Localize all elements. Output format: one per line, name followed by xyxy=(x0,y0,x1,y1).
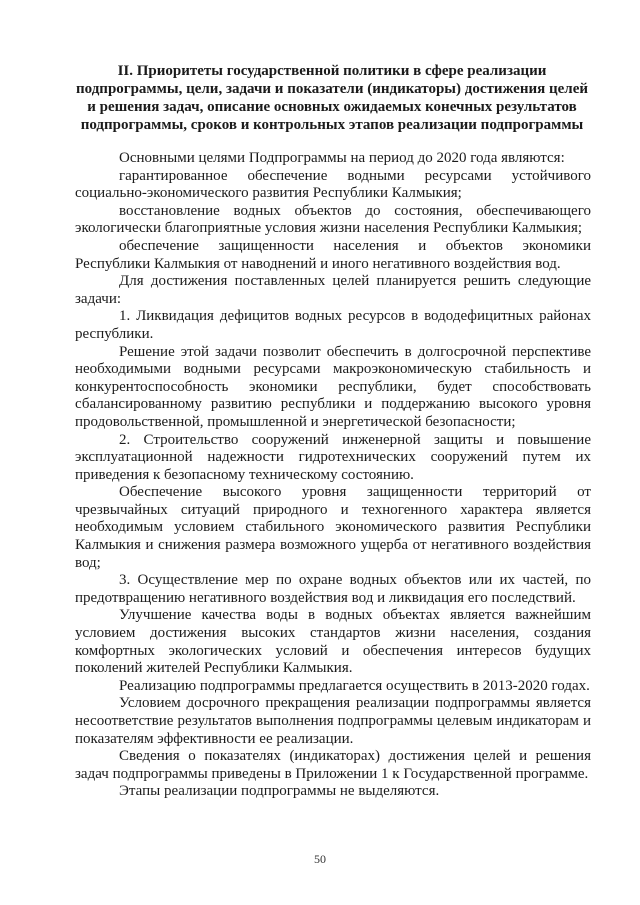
page-number: 50 xyxy=(314,852,326,866)
paragraph-goal-3: обеспечение защищенности населения и объектов экономики Республики Калмыкия от наводнений и иного негативного воздействия вод. xyxy=(75,237,591,272)
paragraph-termination: Условием досрочного прекращения реализации подпрограммы является несоответствие результатов выполнения подпрограммы целевым индикаторам и показателям эффективности ее реализации. xyxy=(75,695,591,747)
paragraph-task-2: 2. Строительство сооружений инженерной защиты и повышение эксплуатационной надежности гидротехнических сооружений путем их приведения к безопасному техническому состоянию. xyxy=(75,431,591,483)
paragraph-stages: Этапы реализации подпрограммы не выделяются. xyxy=(119,783,440,800)
paragraph-tasks-intro: Для достижения поставленных целей планируется решить следующие задачи: xyxy=(75,273,591,307)
paragraph-timeline: Реализацию подпрограммы предлагается осуществить в 2013-2020 годах. xyxy=(119,677,590,694)
paragraph-task-2-desc: Обеспечение высокого уровня защищенности территорий от чрезвычайных ситуаций природного и техногенного характера является необходимым условием стабильного экономического развития Республики Калмыкия и снижения размера возможного ущерба от негативного воздействия вод; xyxy=(75,484,591,571)
paragraph-goal-2: восстановление водных объектов до состояния, обеспечивающего экологически благоприятные условия жизни населения Республики Калмыкия; xyxy=(75,202,591,237)
paragraph-goals-intro: Основными целями Подпрограммы на период до 2020 года являются: xyxy=(119,150,565,166)
paragraph-task-3-desc: Улучшение качества воды в водных объектах является важнейшим условием достижения высоких стандартов жизни населения, создания комфортных экологических условий и обеспечения интересов будущих поколений жителей Республики Калмыкия. xyxy=(75,607,591,677)
paragraph-goal-1: гарантированное обеспечение водными ресурсами устойчивого социально-экономического развития Республики Калмыкия; xyxy=(75,167,591,202)
paragraph-indicators: Сведения о показателях (индикаторах) достижения целей и решения задач подпрограммы приведены в Приложении 1 к Государственной программе. xyxy=(75,748,591,782)
paragraph-task-1-desc: Решение этой задачи позволит обеспечить в долгосрочной перспективе необходимыми водными ресурсами макроэкономическую стабильность и конкурентоспособность экономики республики, будет способствовать сбалансированному развитию республики и поддержанию высокого уровня продовольственной, промышленной и энергетической безопасности; xyxy=(75,343,591,430)
body-text xyxy=(75,150,591,801)
paragraph-task-3: 3. Осуществление мер по охране водных объектов или их частей, по предотвращению негативного воздействия вод и ликвидация его последствий. xyxy=(75,572,591,606)
paragraph-task-1: 1. Ликвидация дефицитов водных ресурсов в вододефицитных районах республики. xyxy=(75,308,591,342)
section-heading: II. Приоритеты государственной политики в сфере реализации подпрограммы, цели, задачи и показатели (индикаторы) достижения целей и решения задач, описание основных ожидаемых конечных результатов подпрограммы, сроков и контрольных этапов реализации подпрограммы xyxy=(76,63,588,133)
